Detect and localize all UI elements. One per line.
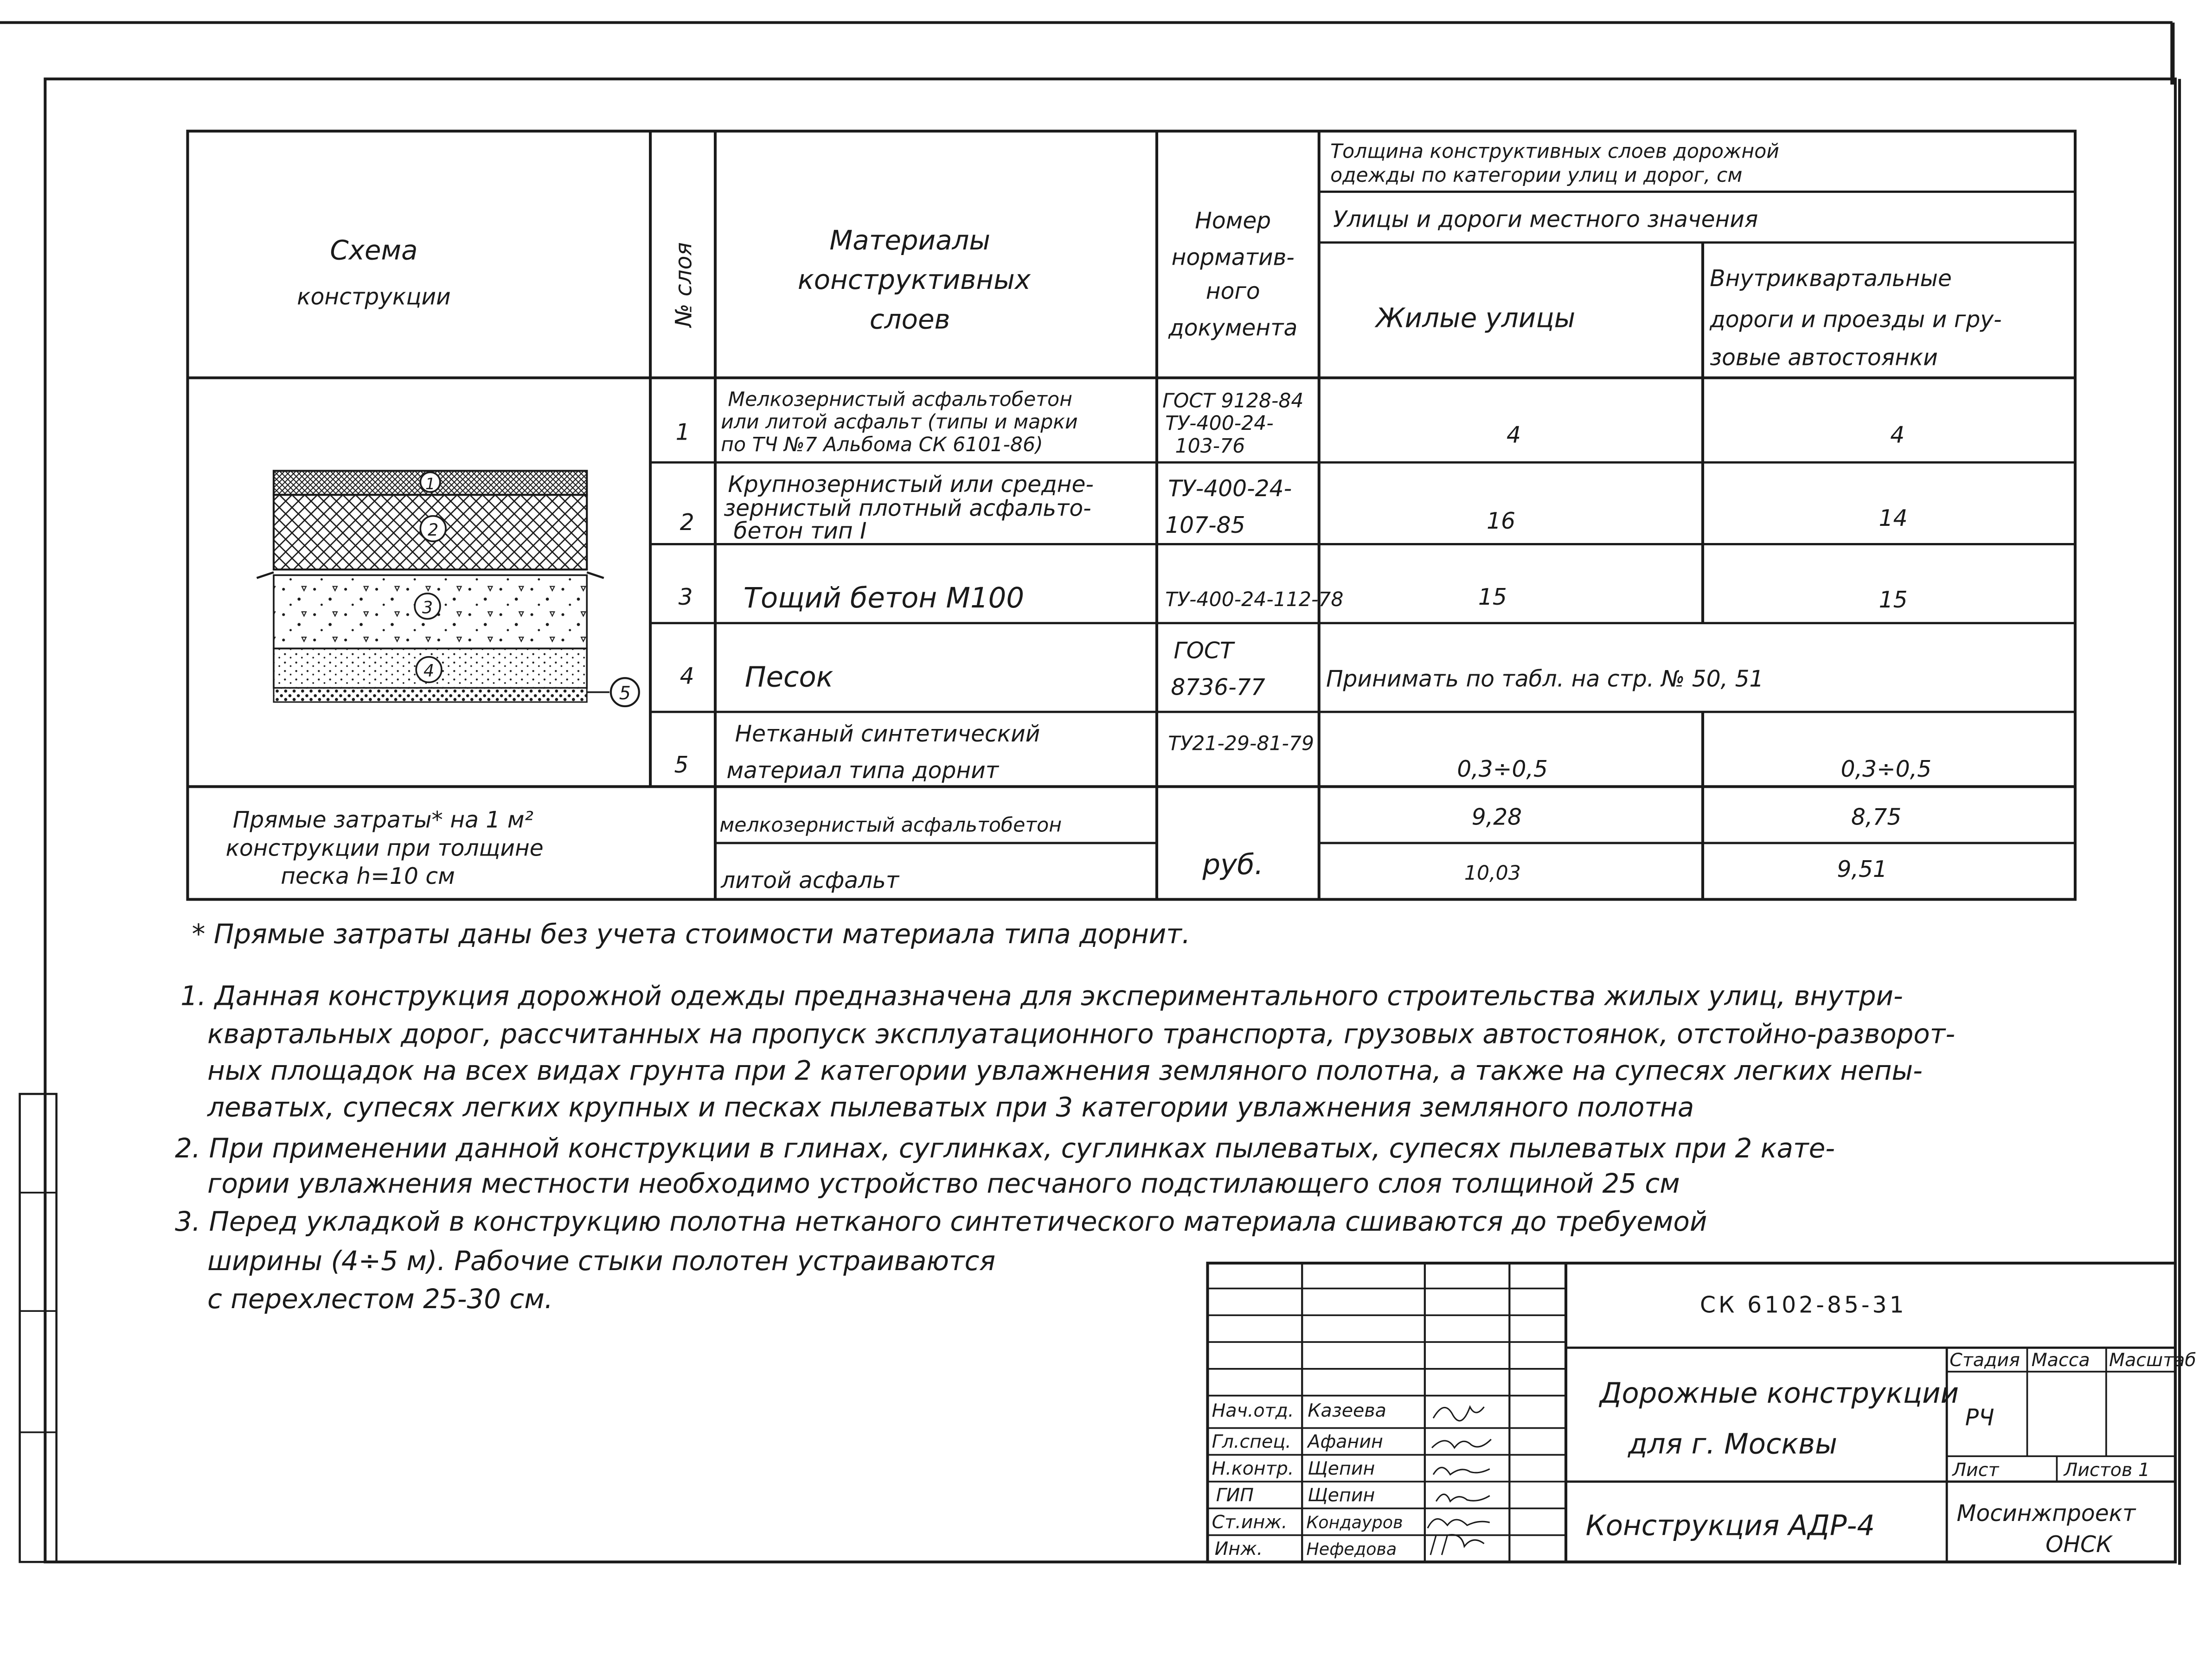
table-header [297, 140, 2001, 371]
signature-mark [1433, 1468, 1490, 1475]
row-3-material: Тощий бетон М100 [743, 582, 1025, 615]
header-doc-line1: Номер [1195, 208, 1271, 234]
pavement-cross-section [257, 471, 639, 706]
table-row [680, 638, 1764, 701]
stamp-role: Н.контр. [1212, 1457, 1294, 1479]
table-row [674, 721, 1932, 784]
sheet-label: Лист [1952, 1459, 1999, 1481]
layer-marker-5-label: 5 [619, 682, 631, 704]
row-2-intra: 14 [1879, 505, 1908, 531]
note-line: 2. При применении данной конструкции в глинах, суглинках, суглинках пылеватых, супесях пылеватых при 2 кате- [175, 1132, 1835, 1164]
layer-marker-3-label: 3 [422, 597, 433, 618]
cost-row-1-residential: 9,28 [1471, 804, 1522, 831]
row-5-residential: 0,3÷0,5 [1457, 756, 1548, 783]
note-line: ширины (4÷5 м). Рабочие стыки полотен устраиваются [207, 1245, 996, 1277]
row-2-material-line1: Крупнозернистый или средне- [728, 471, 1094, 498]
row-2-material-line2: зернистый плотный асфальто- [724, 495, 1091, 522]
binding-strip [20, 1094, 57, 1562]
stamp-person-name: Нефедова [1306, 1539, 1397, 1559]
row-1-doc-line1: ГОСТ 9128-84 [1162, 389, 1304, 413]
organization-line1: Мосинжпроект [1956, 1501, 2136, 1527]
document-code: СК 6102-85-31 [1699, 1292, 1907, 1318]
row-5-intra: 0,3÷0,5 [1840, 756, 1932, 783]
layer-marker-2-label: 2 [428, 520, 439, 540]
stamp-role: Ст.инж. [1212, 1511, 1288, 1533]
stamp-person-name: Афанин [1308, 1431, 1383, 1453]
note-line: гории увлажнения местности необходимо устройство песчаного подстилающего слоя толщиной 25 см [207, 1167, 1680, 1199]
organization-line2: ОНСК [2045, 1532, 2112, 1558]
stamp-person-name: Казеева [1308, 1400, 1386, 1422]
table-row [679, 582, 1908, 614]
row-1-no: 1 [675, 419, 690, 446]
stamp-info [1586, 1292, 2196, 1558]
sheet-frame [0, 23, 2180, 1565]
signature-mark [1430, 1535, 1484, 1555]
header-materials-line2: конструктивных [797, 264, 1031, 296]
signature-mark [1436, 1494, 1490, 1501]
cost-label-line1: Прямые затраты* на 1 м² [232, 807, 534, 833]
stamp-person-name: Щепин [1308, 1457, 1375, 1479]
signature-mark [1432, 1439, 1491, 1448]
row-2-material-line3: бетон тип I [733, 518, 867, 544]
row-1-intra: 4 [1890, 422, 1905, 448]
row-1-material-line1: Мелкозернистый асфальтобетон [728, 388, 1072, 411]
stamp-person-name: Кондауров [1306, 1512, 1403, 1533]
row-1-residential: 4 [1506, 422, 1521, 448]
row-3-intra: 15 [1879, 587, 1908, 613]
row-5-doc: ТУ21-29-81-79 [1168, 732, 1314, 755]
signature-mark [1433, 1407, 1484, 1421]
stamp-title-line1: Дорожные конструкции [1600, 1377, 1959, 1410]
stamp-person-name: Щепин [1308, 1484, 1375, 1506]
row-5-material-line1: Нетканый синтетический [735, 721, 1040, 748]
cost-block [226, 804, 1902, 894]
cost-row-2-intra: 9,51 [1837, 856, 1887, 882]
header-thickness-line1: Толщина конструктивных слоев дорожной [1330, 140, 1779, 163]
cost-label-line2: конструкции при толщине [225, 835, 544, 862]
stamp-role: ГИП [1216, 1484, 1254, 1506]
header-doc-line3: ного [1205, 278, 1260, 305]
footnote: * Прямые затраты даны без учета стоимости материала типа дорнит. [192, 918, 1191, 950]
row-1-doc-line3: 103-76 [1175, 434, 1245, 458]
header-layer-no: № слоя [671, 242, 697, 327]
note-line: квартальных дорог, рассчитанных на пропуск эксплуатационного транспорта, грузовых автостоянок, отстойно-разворот- [207, 1018, 1956, 1050]
stamp-title-line2: для г. Москвы [1628, 1428, 1837, 1461]
row-2-no: 2 [680, 510, 694, 536]
stamp-role: Гл.спец. [1212, 1431, 1291, 1453]
signature-mark [1428, 1519, 1490, 1528]
header-scheme-line2: конструкции [297, 284, 451, 310]
row-3-residential: 15 [1478, 584, 1507, 611]
stamp-role: Инж. [1214, 1538, 1263, 1560]
row-3-no: 3 [678, 584, 693, 611]
row-4-doc-line2: 8736-77 [1171, 674, 1265, 701]
mass-header: Масса [2031, 1349, 2090, 1371]
stage-header: Стадия [1949, 1349, 2020, 1371]
header-thickness-line2: одежды по категории улиц и дорог, см [1330, 164, 1743, 187]
row-1-doc-line2: ТУ-400-24- [1165, 412, 1274, 435]
note-line: леватых, супесях легких крупных и песках пылеватых при 3 категории увлажнения земляного полотна [207, 1091, 1694, 1123]
stamp-subtitle: Конструкция АДР-4 [1585, 1509, 1875, 1542]
row-4-doc-line1: ГОСТ [1173, 638, 1234, 664]
header-scheme-line1: Схема [330, 234, 418, 266]
row-5-material-line2: материал типа дорнит [726, 758, 999, 784]
layer-marker-1-label: 1 [425, 474, 436, 493]
header-local-roads: Улицы и дороги местного значения [1333, 206, 1758, 233]
row-2-residential: 16 [1487, 508, 1516, 535]
row-1-material-line3: по ТЧ №7 Альбома СК 6101-86) [721, 433, 1043, 456]
scale-header: Масштаб [2109, 1349, 2196, 1371]
row-2-doc-line1: ТУ-400-24- [1168, 476, 1292, 502]
header-intra-line3: зовые автостоянки [1710, 345, 1938, 371]
row-4-no: 4 [680, 663, 694, 690]
note-line: 3. Перед укладкой в конструкцию полотна нетканого синтетического материала сшиваются до требуемой [175, 1205, 1707, 1237]
stage-value: РЧ [1965, 1405, 1994, 1431]
row-5-no: 5 [674, 752, 689, 778]
cost-row-2-material: литой асфальт [721, 868, 899, 894]
header-materials-line3: слоев [869, 303, 950, 335]
header-doc-line4: документа [1168, 315, 1298, 341]
header-intra-line2: дороги и проезды и гру- [1710, 307, 2002, 333]
cost-row-2-residential: 10,03 [1464, 861, 1521, 885]
row-3-doc: ТУ-400-24-112-78 [1165, 588, 1344, 612]
header-materials-line1: Материалы [829, 224, 991, 256]
cost-unit: руб. [1202, 848, 1263, 881]
sheets-label: Листов 1 [2064, 1459, 2150, 1481]
cost-row-1-material: мелкозернистый асфальтобетон [719, 813, 1062, 837]
layer-marker-4-label: 4 [423, 661, 435, 681]
table-row [680, 472, 1908, 544]
row-4-material: Песок [744, 661, 834, 694]
header-doc-line2: норматив- [1171, 244, 1295, 271]
cost-label-line3: песка h=10 см [281, 863, 455, 890]
row-2-doc-line2: 107-85 [1165, 512, 1245, 539]
header-residential: Жилые улицы [1376, 302, 1576, 334]
stamp-role: Нач.отд. [1212, 1400, 1294, 1422]
note-line: 1. Данная конструкция дорожной одежды предназначена для экспериментального строительства жилых улиц, внутри- [180, 980, 1903, 1012]
cost-row-1-intra: 8,75 [1851, 804, 1902, 831]
table-row [676, 388, 1905, 458]
row-1-material-line2: или литой асфальт (типы и марки [721, 410, 1078, 434]
note-line: ных площадок на всех видах грунта при 2 категории увлажнения земляного полотна, а также на супесях легких непы- [207, 1054, 1923, 1086]
header-intra-line1: Внутриквартальные [1710, 266, 1952, 292]
layer-5-geotextile [274, 688, 587, 702]
row-4-merged-thickness: Принимать по табл. на стр. № 50, 51 [1326, 666, 1764, 692]
note-line: с перехлестом 25-30 см. [207, 1283, 553, 1315]
